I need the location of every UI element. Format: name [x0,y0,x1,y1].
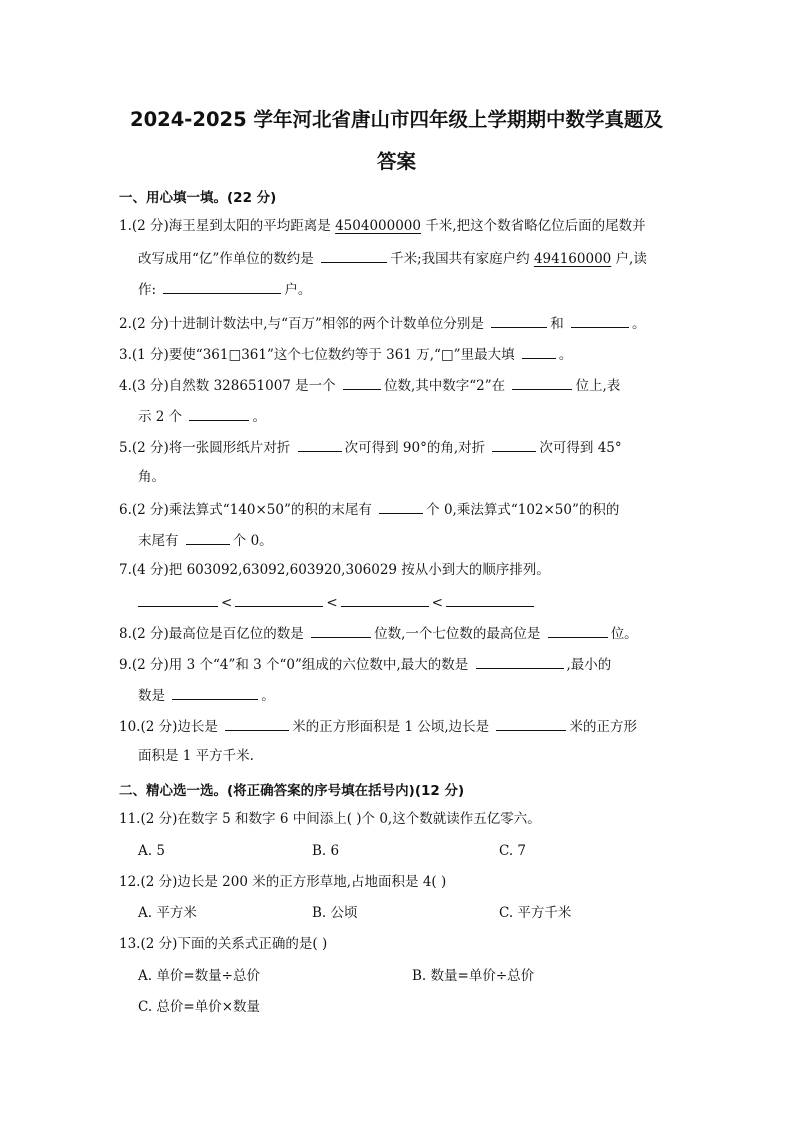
question-12-option-a[interactable]: A. 平方米 [138,905,197,921]
answer-blank[interactable] [225,716,289,731]
section-heading-fill-in: 一、用心填一填。(22 分) [119,190,277,206]
question-4-line-2: 示 2 个 。 [138,406,266,426]
neptune-distance-number: 4504000000 [335,218,421,234]
answer-blank[interactable] [343,375,381,390]
question-13-option-b[interactable]: B. 数量=单价÷总价 [412,968,535,984]
question-13-option-c[interactable]: C. 总价=单价×数量 [138,999,261,1015]
answer-blank[interactable] [341,592,429,607]
answer-blank[interactable] [172,685,258,700]
question-10-line-2: 面积是 1 平方千米. [138,748,254,764]
question-8: 8.(2 分)最高位是百亿位的数是 位数,一个七位数的最高位是 位。 [119,623,638,643]
answer-blank[interactable] [138,592,218,607]
question-6-line-1: 6.(2 分)乘法算式“140×50”的积的末尾有 个 0,乘法算式“102×50”的积的 [119,499,619,519]
answer-blank[interactable] [548,623,608,638]
question-12-option-c[interactable]: C. 平方千米 [499,905,572,921]
question-13: 13.(2 分)下面的关系式正确的是( ) [119,936,328,952]
question-4-line-1: 4.(3 分)自然数 328651007 是一个 位数,其中数字“2”在 位上,表 [119,375,620,395]
question-10-line-1: 10.(2 分)边长是 米的正方形面积是 1 公顷,边长是 米的正方形 [119,716,637,736]
question-11-option-c[interactable]: C. 7 [499,843,527,859]
answer-blank[interactable] [311,623,371,638]
answer-blank[interactable] [491,313,547,328]
answer-blank[interactable] [186,530,230,545]
answer-blank[interactable] [496,716,566,731]
question-11-option-b[interactable]: B. 6 [312,843,340,859]
question-3: 3.(1 分)要使“361□361”这个七位数约等于 361 万,“□”里最大填 。 [119,344,572,364]
less-than-sign: < [221,595,233,611]
page-title: 2024-2025 学年河北省唐山市四年级上学期期中数学真题及 [130,108,663,131]
page-title-continued: 答案 [376,150,416,173]
answer-blank[interactable] [163,279,281,294]
answer-blank[interactable] [571,313,629,328]
answer-blank[interactable] [522,344,556,359]
question-11-option-a[interactable]: A. 5 [138,843,165,859]
household-count-number: 494160000 [533,251,612,267]
answer-blank[interactable] [321,248,387,263]
question-7: 7.(4 分)把 603092,63092,603920,306029 按从小到大的顺序排列。 [119,562,550,578]
less-than-sign: < [431,595,443,611]
answer-blank[interactable] [492,437,536,452]
question-1-line-1: 1.(2 分)海王星到太阳的平均距离是 4504000000 千米,把这个数省略亿位后面的尾数并 [119,218,646,234]
question-7-ordering-line [138,592,537,612]
answer-blank[interactable] [446,592,534,607]
question-5-line-2: 角。 [138,469,165,485]
answer-blank[interactable] [235,592,323,607]
question-1-line-3: 作: 户。 [138,279,311,299]
less-than-sign: < [326,595,338,611]
question-6-line-2: 末尾有 个 0。 [138,530,273,550]
question-9-line-2: 数是 。 [138,685,275,705]
question-12-option-b[interactable]: B. 公顷 [312,905,358,921]
question-11: 11.(2 分)在数字 5 和数字 6 中间添上( )个 0,这个数就读作五亿零六。 [119,811,541,827]
answer-blank[interactable] [476,654,564,669]
answer-blank[interactable] [189,406,249,421]
question-12: 12.(2 分)边长是 200 米的正方形草地,占地面积是 4( ) [119,874,447,890]
question-2: 2.(2 分)十进制计数法中,与“百万”相邻的两个计数单位分别是 和 。 [119,313,645,333]
question-13-option-a[interactable]: A. 单价=数量÷总价 [138,968,260,984]
answer-blank[interactable] [512,375,572,390]
question-9-line-1: 9.(2 分)用 3 个“4”和 3 个“0”组成的六位数中,最大的数是 ,最小的 [119,654,611,674]
answer-blank[interactable] [298,437,342,452]
answer-blank[interactable] [379,499,423,514]
section-heading-multiple-choice: 二、精心选一选。(将正确答案的序号填在括号内)(12 分) [119,783,465,799]
question-5-line-1: 5.(2 分)将一张圆形纸片对折 次可得到 90°的角,对折 次可得到 45° [119,437,622,457]
question-1-line-2: 改写成用“亿”作单位的数约是 千米;我国共有家庭户约 494160000 户,读 [138,248,647,268]
